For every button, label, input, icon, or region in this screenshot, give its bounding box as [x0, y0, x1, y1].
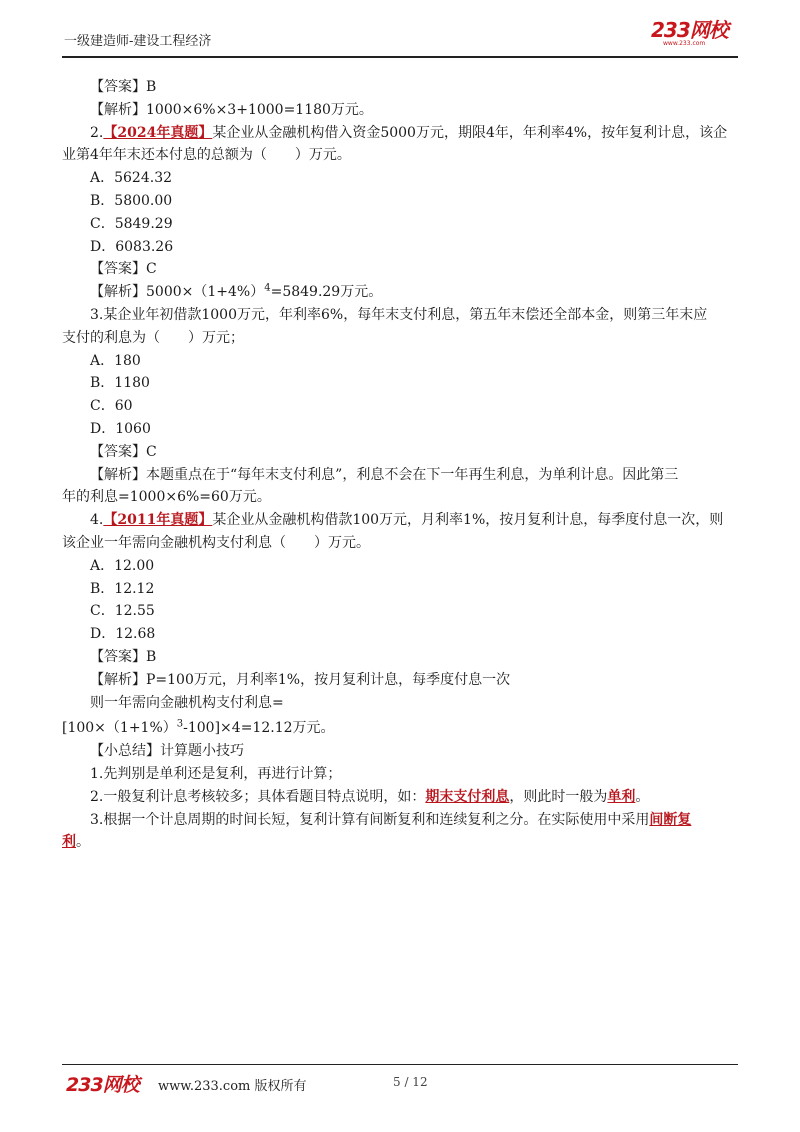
summary-item-2: 2.一般复利计息考核较多；具体看题目特点说明，如：期末支付利息，则此时一般为单利。 [90, 788, 650, 805]
q1-answer: 【答案】B [90, 79, 157, 95]
footer-logo[interactable]: 233网校 [66, 1074, 139, 1096]
q2-option: B．5800.00 [90, 192, 173, 209]
summary-item-3-cont: 利。 [62, 834, 90, 851]
q3-stem: 3.某企业年初借款1000万元，年利率6%，每年末支付利息，第五年末偿还全部本金，则第三年末应 [90, 306, 708, 323]
summary-heading: 【小总结】计算题小技巧 [90, 743, 244, 760]
q1-analysis: 【解析】1000×6%×3+1000=1180万元。 [90, 101, 373, 118]
q4-analysis: 【解析】P=100万元，月利率1%，按月复利计息，每季度付息一次 [90, 671, 511, 688]
summary-item-1: 1.先判别是单利还是复利，再进行计算； [90, 765, 342, 782]
q4-option: D．12.68 [90, 626, 156, 643]
q4-option: A．12.00 [90, 557, 155, 574]
highlight-simple-interest: 单利 [607, 788, 636, 805]
q3-option: C．60 [90, 398, 133, 415]
page-number: 5 / 12 [393, 1075, 428, 1089]
q2-stem: 2.【2024年真题】某企业从金融机构借入资金5000万元，期限4年，年利率4%，按年复利计息，该企 [90, 124, 728, 141]
brand-logo[interactable] [651, 20, 741, 50]
q4-exam-tag: 【2011年真题】 [103, 512, 213, 529]
footer-copyright: www.233.com 版权所有 [158, 1079, 307, 1094]
q2-stem-cont: 业第4年年末还本付息的总额为（ ）万元。 [62, 147, 351, 164]
q3-analysis-cont: 年的利息=1000×6%=60万元。 [62, 489, 271, 506]
q3-stem-cont: 支付的利息为（ ）万元； [62, 329, 244, 346]
q4-analysis-formula: $[100\times(1+1\%)^3-100]\times 4=12.12$万元。 [62, 718, 335, 737]
q3-analysis: 【解析】本题重点在于“每年末支付利息”，利息不会在下一年再生利息，为单利计息。因此第三 [90, 466, 679, 483]
q2-exam-tag: 【2024年真题】 [103, 124, 213, 141]
summary-item-3: 3.根据一个计息周期的时间长短，复利计算有间断复利和连续复利之分。在实际使用中采用间断复 [90, 811, 692, 828]
q2-option: A．5624.32 [90, 170, 173, 187]
footer-divider [62, 1064, 738, 1065]
brand-logo-url: www.233.com [663, 40, 706, 47]
q2-answer: 【答案】C [90, 261, 157, 278]
q2-option: C．5849.29 [90, 215, 173, 232]
highlight-discrete-compound: 间断复 [649, 811, 692, 828]
document-body [62, 76, 738, 854]
document-header-title: 一级建造师-建设工程经济 [64, 34, 212, 49]
q4-analysis-cont: 则一年需向金融机构支付利息= [90, 694, 284, 711]
header-divider [62, 56, 738, 58]
q4-answer: 【答案】B [90, 648, 157, 665]
brand-logo-text: 233网校 [651, 18, 728, 42]
highlight-discrete-compound-cont: 利 [62, 834, 76, 851]
q2-analysis: 【解析】$5000\times(1+4\%)^4=5849.29$万元。 [90, 282, 383, 301]
highlight-period-end-interest: 期末支付利息 [425, 788, 510, 805]
q2-option: D．6083.26 [90, 238, 174, 255]
q3-option: A．180 [90, 352, 141, 369]
q3-option: B．1180 [90, 375, 150, 392]
q4-option: B．12.12 [90, 580, 155, 597]
q4-stem: 4.【2011年真题】某企业从金融机构借款100万元，月利率1%，按月复利计息，每季度付息一次，则 [90, 512, 724, 529]
q4-option: C．12.55 [90, 603, 155, 620]
q3-option: D．1060 [90, 420, 151, 437]
q4-stem-cont: 该企业一年需向金融机构支付利息（ ）万元。 [62, 534, 370, 551]
q3-answer: 【答案】C [90, 443, 157, 460]
